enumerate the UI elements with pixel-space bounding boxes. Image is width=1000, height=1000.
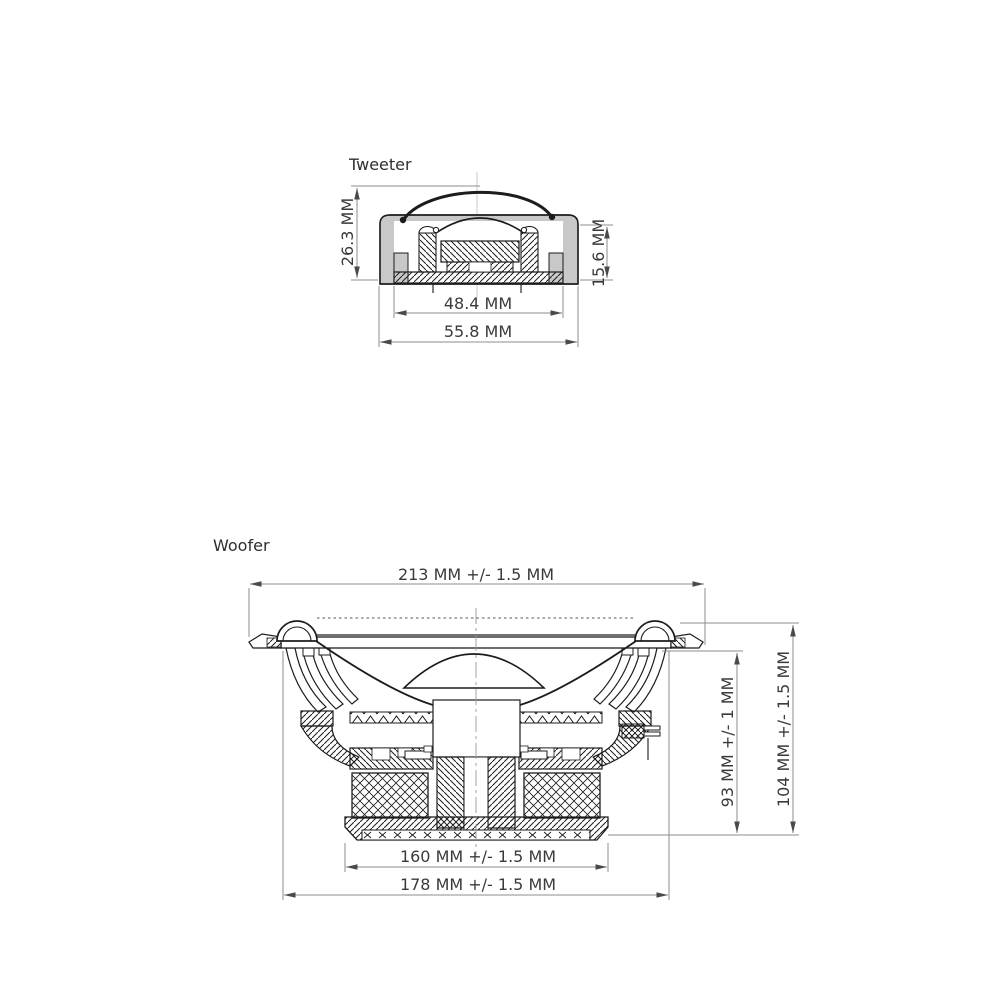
tweeter-dim-outer-width-label: 55.8 MM (443, 322, 513, 341)
tweeter-dome-end-left (400, 217, 406, 223)
tweeter-dim-total-height-label: 26.3 MM (338, 197, 357, 267)
tweeter-magnet (441, 241, 519, 262)
woofer-title-label: Woofer (213, 536, 270, 555)
tweeter-drawing (338, 155, 613, 347)
tweeter-title-label: Tweeter (349, 155, 412, 174)
tweeter-dim-body-height-label: 15.6 MM (589, 218, 608, 288)
tweeter-dome-ring-right (521, 227, 526, 232)
woofer-dim-body-depth-label: 93 MM +/- 1 MM (718, 676, 737, 808)
woofer-dim-basket-diameter-label: 178 MM +/- 1.5 MM (399, 875, 557, 894)
tweeter-bottom-plate (394, 272, 563, 283)
tweeter-magnet-notch (469, 262, 491, 272)
woofer-dim-total-depth-label: 104 MM +/- 1.5 MM (774, 650, 793, 808)
tweeter-pole-right (521, 233, 538, 272)
woofer-dust-cap (404, 654, 544, 688)
tweeter-dome-ring-left (433, 227, 438, 232)
woofer-dim-magnet-diameter-label: 160 MM +/- 1.5 MM (399, 847, 557, 866)
woofer-voice-coil-former (433, 700, 520, 757)
woofer-basket-left (286, 648, 433, 818)
tweeter-dome-end-right (549, 214, 555, 220)
woofer-dim-outer-diameter-label: 213 MM +/- 1.5 MM (397, 565, 555, 584)
tweeter-pole-left (419, 233, 436, 272)
tweeter-dim-inner-width-label: 48.4 MM (443, 294, 513, 313)
woofer-drawing (213, 536, 799, 900)
